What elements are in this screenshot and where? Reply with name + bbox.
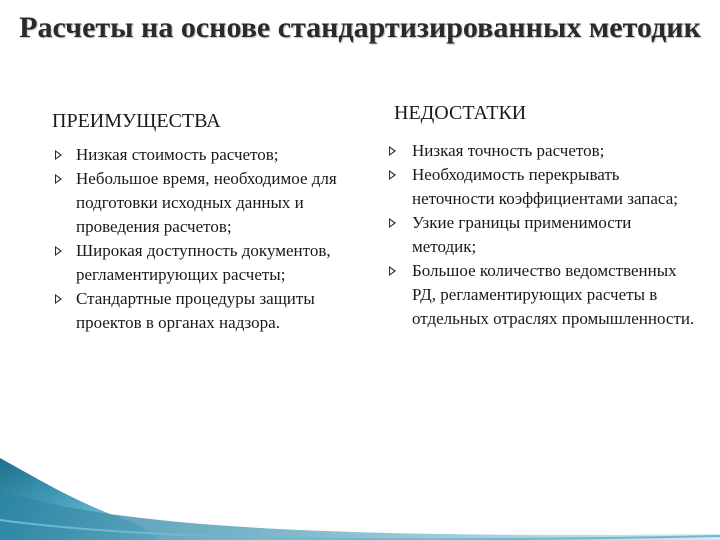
list-item bbox=[52, 287, 372, 335]
disadvantages-column bbox=[386, 100, 696, 331]
arrow-bullet-icon bbox=[55, 294, 62, 304]
list-item-text: Низкая точность расчетов; bbox=[412, 141, 605, 160]
list-item-text: Небольшое время, необходимое для подготовки исходных данных и проведения расчетов; bbox=[76, 169, 337, 236]
arrow-bullet-icon bbox=[389, 146, 396, 156]
list-item-text: Низкая стоимость расчетов; bbox=[76, 145, 279, 164]
list-item bbox=[386, 139, 696, 163]
arrow-bullet-icon bbox=[389, 170, 396, 180]
list-item-text: Стандартные процедуры защиты проектов в органах надзора. bbox=[76, 289, 315, 332]
arrow-bullet-icon bbox=[55, 150, 62, 160]
list-item-text: Необходимость перекрывать неточности коэффициентами запаса; bbox=[412, 165, 678, 208]
disadvantages-list bbox=[386, 139, 696, 331]
list-item bbox=[52, 167, 372, 239]
list-item-text: Узкие границы применимости методик; bbox=[412, 213, 632, 256]
list-item bbox=[52, 239, 372, 287]
list-item bbox=[386, 163, 696, 211]
list-item bbox=[52, 143, 372, 167]
list-item bbox=[386, 259, 696, 331]
arrow-bullet-icon bbox=[389, 266, 396, 276]
arrow-bullet-icon bbox=[55, 246, 62, 256]
advantages-heading: ПРЕИМУЩЕСТВА bbox=[52, 110, 221, 132]
disadvantages-heading: НЕДОСТАТКИ bbox=[394, 102, 527, 124]
wave-shape-front bbox=[0, 490, 720, 540]
advantages-list bbox=[52, 143, 372, 335]
list-item-text: Широкая доступность документов, регламентирующих расчеты; bbox=[76, 241, 331, 284]
wave-decoration bbox=[0, 450, 720, 540]
arrow-bullet-icon bbox=[55, 174, 62, 184]
list-item-text: Большое количество ведомственных РД, регламентирующих расчеты в отдельных отраслях промышленности. bbox=[412, 261, 695, 328]
arrow-bullet-icon bbox=[389, 218, 396, 228]
advantages-column bbox=[52, 100, 372, 335]
slide-title: Расчеты на основе стандартизированных методик bbox=[19, 11, 701, 44]
list-item bbox=[386, 211, 696, 259]
